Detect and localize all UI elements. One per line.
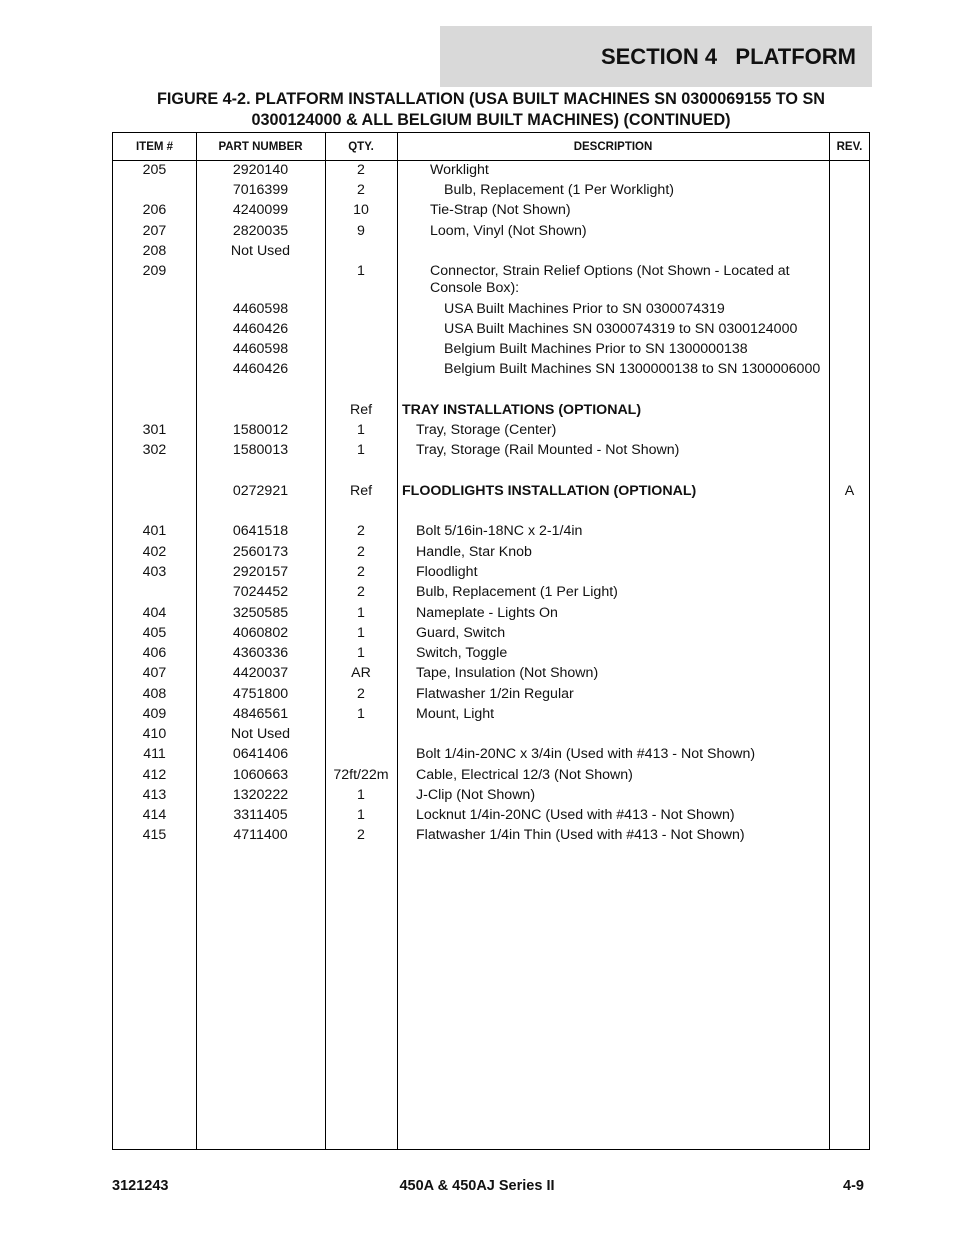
description: Loom, Vinyl (Not Shown) [430, 223, 587, 239]
item-number: 207 [142, 223, 167, 239]
item-number: 408 [142, 686, 167, 702]
figure-title [112, 89, 870, 131]
description: FLOODLIGHTS INSTALLATION (OPTIONAL) [402, 483, 697, 499]
item-number: 206 [142, 202, 167, 218]
part-number: 3311405 [233, 807, 288, 823]
part-number: Not Used [230, 243, 291, 259]
description: Floodlight [416, 564, 478, 580]
item-number: 401 [142, 523, 167, 539]
part-number: 1060663 [232, 767, 289, 783]
item-number: 405 [142, 625, 167, 641]
item-number: 409 [142, 706, 167, 722]
description: TRAY INSTALLATIONS (OPTIONAL) [402, 402, 642, 418]
quantity: 10 [353, 202, 369, 218]
quantity: 1 [357, 605, 365, 621]
item-number: 415 [142, 827, 167, 843]
quantity: 2 [357, 162, 365, 178]
item-number: 404 [142, 605, 167, 621]
description: Bulb, Replacement (1 Per Light) [416, 584, 618, 600]
quantity: 1 [357, 442, 365, 458]
part-number: 0641406 [232, 746, 289, 762]
part-number: 4060802 [232, 625, 289, 641]
part-number: 2820035 [232, 223, 289, 239]
quantity: 1 [357, 625, 365, 641]
description: Cable, Electrical 12/3 (Not Shown) [416, 767, 633, 783]
quantity: 1 [357, 263, 365, 279]
quantity: 1 [357, 807, 365, 823]
quantity: Ref [349, 483, 373, 499]
description: Tray, Storage (Rail Mounted - Not Shown) [416, 442, 680, 458]
part-number: 4240099 [232, 202, 289, 218]
part-number: 1580012 [232, 422, 289, 438]
part-number: 2560173 [232, 544, 289, 560]
part-number: 1320222 [232, 787, 289, 803]
quantity: 1 [357, 706, 365, 722]
footer-page-number: 4-9 [843, 1178, 864, 1194]
part-number: 4460598 [232, 301, 289, 317]
quantity: 2 [357, 544, 365, 560]
item-number: 413 [142, 787, 167, 803]
column-divider [397, 133, 398, 1149]
part-number: 4460426 [232, 361, 289, 377]
quantity: 72ft/22m [333, 767, 389, 783]
description: Flatwasher 1/2in Regular [416, 686, 574, 702]
part-number: 7024452 [232, 584, 289, 600]
description: Handle, Star Knob [416, 544, 532, 560]
part-number: 4460426 [232, 321, 289, 337]
item-number: 208 [142, 243, 167, 259]
item-number: 411 [143, 746, 166, 762]
part-number: 1580013 [232, 442, 289, 458]
quantity: 2 [357, 564, 365, 580]
footer-doc-number: 3121243 [112, 1178, 169, 1194]
quantity: Ref [349, 402, 373, 418]
quantity: 2 [357, 827, 365, 843]
description: Bolt 5/16in-18NC x 2-1/4in [416, 523, 583, 539]
quantity: 2 [357, 686, 365, 702]
quantity: 1 [357, 645, 365, 661]
description: Belgium Built Machines Prior to SN 1300000138 [444, 341, 748, 357]
description: Tray, Storage (Center) [416, 422, 557, 438]
description: Tie-Strap (Not Shown) [430, 202, 571, 218]
description: Console Box): [430, 280, 520, 296]
part-number: 0272921 [232, 483, 289, 499]
part-number: 3250585 [232, 605, 289, 621]
description: Switch, Toggle [416, 645, 508, 661]
description: Tape, Insulation (Not Shown) [416, 665, 599, 681]
item-number: 302 [142, 442, 167, 458]
header-divider [113, 160, 869, 161]
part-number: 4360336 [232, 645, 289, 661]
header-description: DESCRIPTION [573, 140, 653, 153]
item-number: 301 [142, 422, 167, 438]
description: J-Clip (Not Shown) [416, 787, 536, 803]
part-number: 4751800 [232, 686, 289, 702]
part-number: 4460598 [232, 341, 289, 357]
description: Nameplate - Lights On [416, 605, 558, 621]
description: Guard, Switch [416, 625, 506, 641]
revision: A [844, 483, 855, 499]
part-number: Not Used [230, 726, 291, 742]
footer-model: 450A & 450AJ Series II [399, 1178, 555, 1194]
part-number: 4711400 [233, 827, 288, 843]
description: Bulb, Replacement (1 Per Worklight) [444, 182, 674, 198]
description: USA Built Machines Prior to SN 0300074319 [444, 301, 725, 317]
item-number: 403 [142, 564, 167, 580]
parts-table [112, 132, 870, 1150]
item-number: 406 [142, 645, 167, 661]
description: USA Built Machines SN 0300074319 to SN 0300124000 [444, 321, 798, 337]
item-number: 412 [142, 767, 167, 783]
description: Worklight [430, 162, 489, 178]
quantity: 2 [357, 182, 365, 198]
quantity: 9 [357, 223, 365, 239]
part-number: 0641518 [232, 523, 289, 539]
item-number: 407 [142, 665, 167, 681]
item-number: 414 [142, 807, 167, 823]
item-number: 410 [142, 726, 167, 742]
quantity: 2 [357, 584, 365, 600]
part-number: 4846561 [232, 706, 289, 722]
item-number: 402 [142, 544, 167, 560]
quantity: AR [351, 665, 371, 681]
description: Mount, Light [416, 706, 495, 722]
description: Locknut 1/4in-20NC (Used with #413 - Not Shown) [416, 807, 735, 823]
description: Flatwasher 1/4in Thin (Used with #413 - Not Shown) [416, 827, 745, 843]
part-number: 2920140 [232, 162, 289, 178]
quantity: 1 [357, 422, 365, 438]
header-part-number: PART NUMBER [218, 140, 303, 153]
item-number: 205 [142, 162, 167, 178]
part-number: 2920157 [232, 564, 289, 580]
description: Belgium Built Machines SN 1300000138 to SN 1300006000 [444, 361, 821, 377]
quantity: 1 [357, 787, 365, 803]
figure-title-line-1: FIGURE 4-2. PLATFORM INSTALLATION (USA BUILT MACHINES SN 0300069155 TO SN [157, 90, 825, 108]
section-title: SECTION 4 PLATFORM [600, 43, 856, 69]
description: Connector, Strain Relief Options (Not Shown - Located at [430, 263, 790, 279]
quantity: 2 [357, 523, 365, 539]
header-item: ITEM # [135, 140, 174, 153]
part-number: 4420037 [232, 665, 289, 681]
description: Bolt 1/4in-20NC x 3/4in (Used with #413 - Not Shown) [416, 746, 756, 762]
figure-title-line-2: 0300124000 & ALL BELGIUM BUILT MACHINES) (CONTINUED) [251, 111, 731, 129]
header-qty: QTY. [348, 140, 374, 153]
part-number: 7016399 [232, 182, 289, 198]
item-number: 209 [142, 263, 167, 279]
header-rev: REV. [836, 140, 863, 153]
section-header [440, 26, 872, 87]
